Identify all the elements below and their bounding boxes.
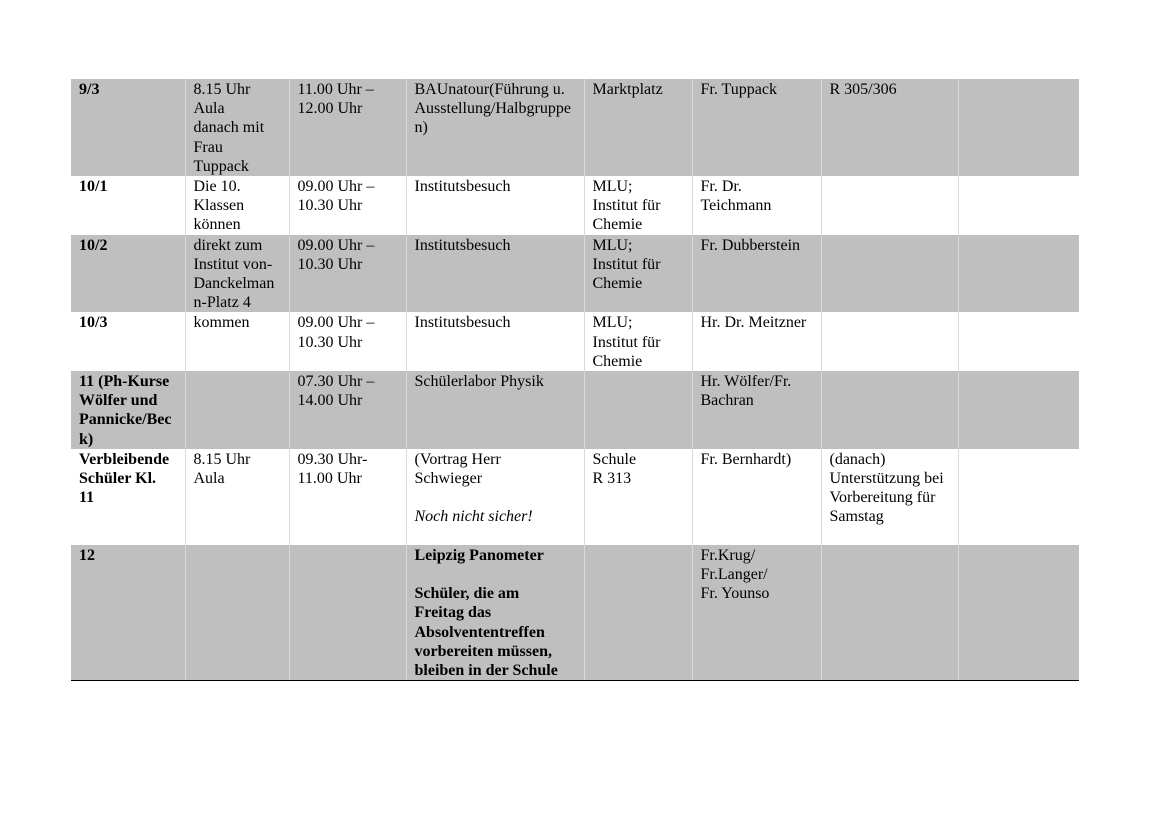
schedule-table: [71, 79, 1079, 681]
place-cell: Marktplatz: [584, 79, 692, 176]
room-cell: [821, 371, 958, 449]
room-cell: (danach) Unterstützung bei Vorbereitung für Samstag: [821, 449, 958, 545]
meeting-cell: [185, 545, 289, 681]
class-cell: 10/3: [71, 312, 185, 371]
class-cell: 10/1: [71, 176, 185, 235]
time-cell: 07.30 Uhr – 14.00 Uhr: [289, 371, 406, 449]
extra-cell: [958, 371, 1079, 449]
table-row: [71, 79, 1079, 176]
room-cell: R 305/306: [821, 79, 958, 176]
time-cell: 09.00 Uhr – 10.30 Uhr: [289, 176, 406, 235]
place-cell: Schule R 313: [584, 449, 692, 545]
extra-cell: [958, 312, 1079, 371]
room-cell: [821, 545, 958, 681]
meeting-cell: direkt zum Institut von- Danckelman n-Platz 4: [185, 235, 289, 313]
extra-cell: [958, 545, 1079, 681]
teacher-cell: Fr.Krug/ Fr.Langer/ Fr. Younso: [692, 545, 821, 681]
teacher-cell: Hr. Wölfer/Fr. Bachran: [692, 371, 821, 449]
meeting-cell: [185, 371, 289, 449]
room-cell: [821, 312, 958, 371]
table-row: [71, 176, 1079, 235]
class-cell: 12: [71, 545, 185, 681]
table-row: [71, 371, 1079, 449]
teacher-cell: Fr. Dubberstein: [692, 235, 821, 313]
event-cell: [406, 545, 584, 681]
extra-cell: [958, 235, 1079, 313]
class-cell: 10/2: [71, 235, 185, 313]
meeting-cell: 8.15 Uhr Aula danach mit Frau Tuppack: [185, 79, 289, 176]
table-row: [71, 312, 1079, 371]
meeting-cell: kommen: [185, 312, 289, 371]
meeting-cell: 8.15 Uhr Aula: [185, 449, 289, 545]
room-cell: [821, 176, 958, 235]
room-cell: [821, 235, 958, 313]
extra-cell: [958, 449, 1079, 545]
time-cell: 09.00 Uhr – 10.30 Uhr: [289, 235, 406, 313]
event-cell: Institutsbesuch: [406, 176, 584, 235]
teacher-cell: Fr. Dr. Teichmann: [692, 176, 821, 235]
time-cell: [289, 545, 406, 681]
class-cell: Verbleibende Schüler Kl. 11: [71, 449, 185, 545]
event-text: (Vortrag Herr Schwieger: [414, 450, 501, 488]
event-text: Leipzig Panometer: [414, 546, 544, 564]
extra-cell: [958, 176, 1079, 235]
place-cell: [584, 545, 692, 681]
table-row: [71, 235, 1079, 313]
event-note: Noch nicht sicher!: [414, 508, 533, 526]
event-cell: Institutsbesuch: [406, 235, 584, 313]
place-cell: MLU; Institut für Chemie: [584, 176, 692, 235]
time-cell: 09.00 Uhr – 10.30 Uhr: [289, 312, 406, 371]
class-cell: 9/3: [71, 79, 185, 176]
time-cell: 11.00 Uhr – 12.00 Uhr: [289, 79, 406, 176]
teacher-cell: Fr. Tuppack: [692, 79, 821, 176]
teacher-cell: Hr. Dr. Meitzner: [692, 312, 821, 371]
table-row: [71, 449, 1079, 545]
extra-cell: [958, 79, 1079, 176]
teacher-cell: Fr. Bernhardt): [692, 449, 821, 545]
place-cell: MLU; Institut für Chemie: [584, 235, 692, 313]
event-cell: Schülerlabor Physik: [406, 371, 584, 449]
time-cell: 09.30 Uhr- 11.00 Uhr: [289, 449, 406, 545]
event-note: Schüler, die am Freitag das Absolvententreffen vorbereiten müssen, bleiben in der Schule: [414, 585, 558, 680]
place-cell: [584, 371, 692, 449]
table-row: [71, 545, 1079, 681]
event-cell: BAUnatour(Führung u. Ausstellung/Halbgruppe n): [406, 79, 584, 176]
event-cell: Institutsbesuch: [406, 312, 584, 371]
event-cell: [406, 449, 584, 545]
meeting-cell: Die 10. Klassen können: [185, 176, 289, 235]
place-cell: MLU; Institut für Chemie: [584, 312, 692, 371]
class-cell: 11 (Ph-Kurse Wölfer und Pannicke/Bec k): [71, 371, 185, 449]
